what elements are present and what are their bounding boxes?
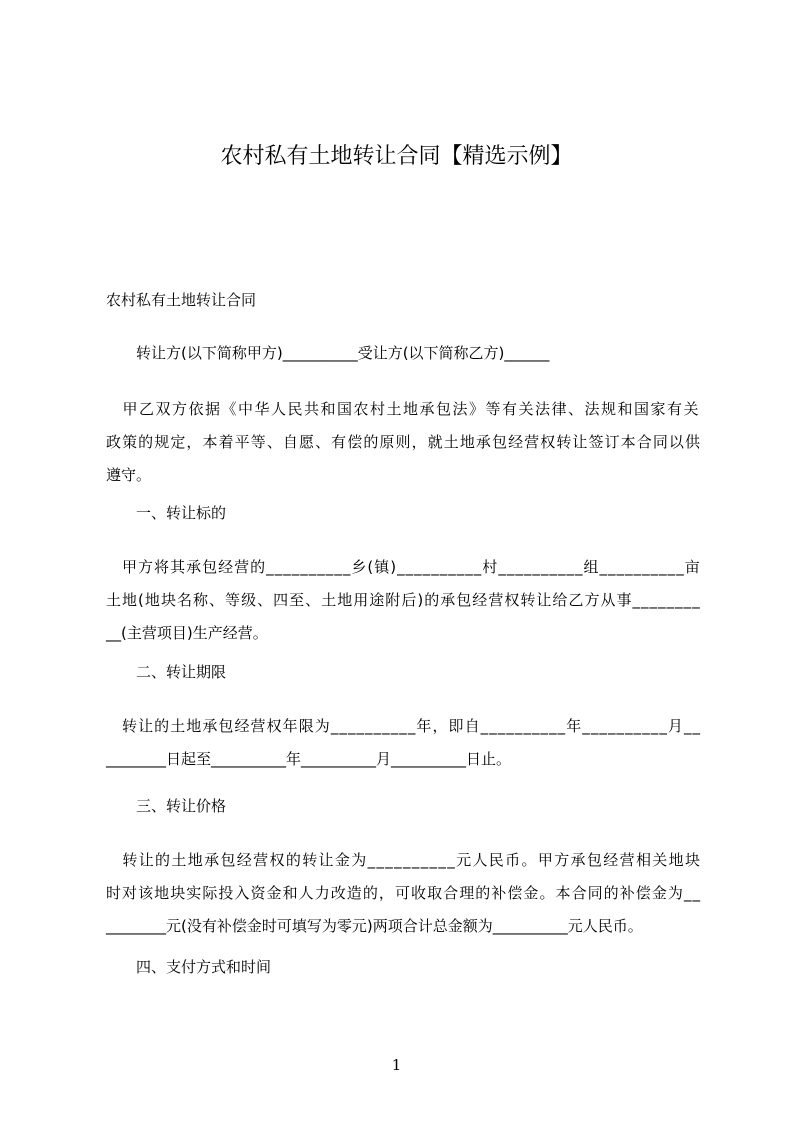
section-heading-1: 一、转让标的 <box>136 504 227 522</box>
section-3-line: 时对该地块实际投入资金和人力改造的，可收取合理的补偿金。本合同的补偿金为__ <box>106 884 702 902</box>
section-2-line: 转让的土地承包经营权年限为__________年，即自__________年__________月__ <box>106 717 702 735</box>
intro-paragraph <box>106 393 700 492</box>
intro-line: 遵守。 <box>106 466 152 484</box>
page-number: 1 <box>391 1056 402 1074</box>
section-3-paragraph <box>106 844 700 943</box>
section-2-paragraph <box>106 710 700 776</box>
section-1-paragraph <box>106 551 700 650</box>
contract-subtitle: 农村私有土地转让合同 <box>106 291 257 309</box>
section-1-line: 土地(地块名称、等级、四至、土地用途附后)的承包经营权转让给乙方从事________ <box>106 591 701 609</box>
section-heading-2: 二、转让期限 <box>136 663 227 681</box>
parties-line: 转让方(以下简称甲方)__________受让方(以下简称乙方)______ <box>136 344 550 362</box>
section-1-line: 甲方将其承包经营的__________乡(镇)__________村__________组__________亩 <box>106 558 701 576</box>
document-title: 农村私有土地转让合同【精选示例】 <box>220 144 573 169</box>
section-heading-4: 四、支付方式和时间 <box>136 958 272 976</box>
intro-line: 甲乙双方依据《中华人民共和国农村土地承包法》等有关法律、法规和国家有关 <box>106 400 701 418</box>
section-2-line: ________日起至__________年__________月__________日止。 <box>106 750 512 768</box>
section-3-line: ________元(没有补偿金时可填写为零元)两项合计总金额为__________元人民币。 <box>106 917 643 935</box>
section-1-line: __(主营项目)生产经营。 <box>106 624 268 642</box>
section-3-line: 转让的土地承包经营权的转让金为__________元人民币。甲方承包经营相关地块 <box>106 851 702 869</box>
intro-line: 政策的规定，本着平等、自愿、有偿的原则，就土地承包经营权转让签订本合同以供 <box>106 433 702 451</box>
section-heading-3: 三、转让价格 <box>136 797 227 815</box>
